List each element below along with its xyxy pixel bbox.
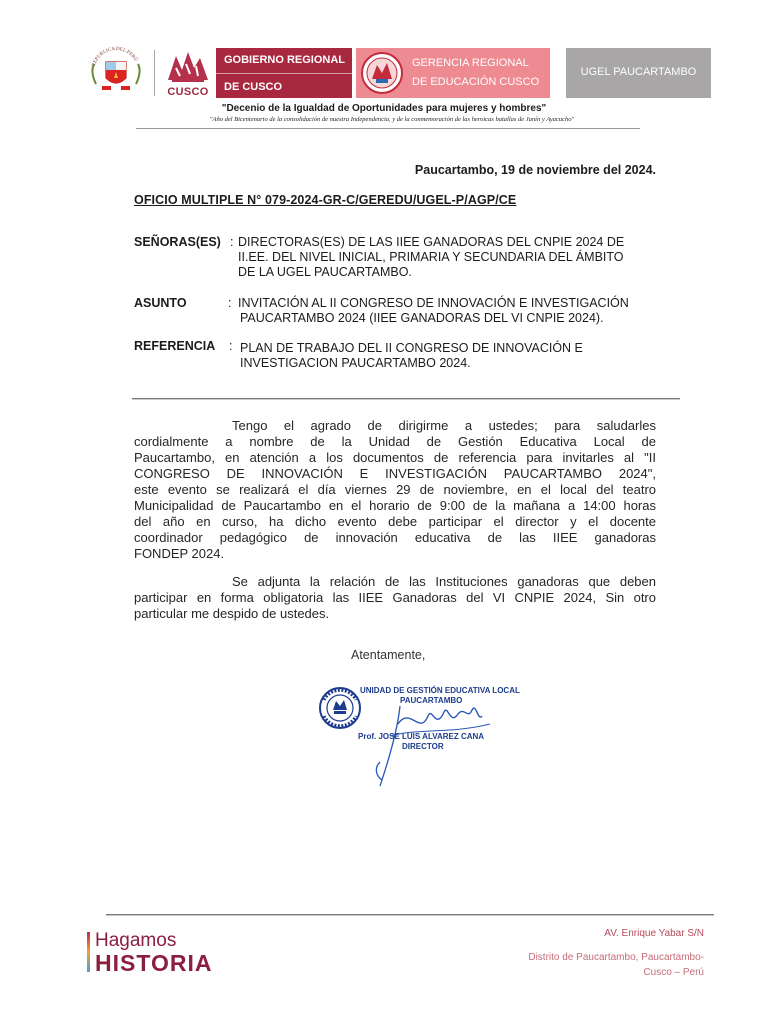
header-divider: [154, 50, 155, 96]
stamp-line-1: UNIDAD DE GESTIÓN EDUCATIVA LOCAL: [360, 686, 520, 695]
paragraph-line: Se adjunta la relación de las Instituciones ganadoras que deben: [232, 574, 656, 589]
gobierno-line2: DE CUSCO: [224, 81, 283, 93]
referencia-value: [240, 341, 583, 371]
closing-text: Atentamente,: [351, 648, 426, 662]
paragraph-line: CONGRESO DE INNOVACIÓN E INVESTIGACIÓN PAUCARTAMBO 2024",: [134, 466, 656, 481]
paragraph-line: participar en forma obligatoria las IIEE Ganadoras del VI CNPIE 2024, Sin otro: [134, 590, 656, 605]
gerencia-regional-banner: [356, 48, 550, 98]
director-signature: [340, 676, 500, 796]
letter-date: Paucartambo, 19 de noviembre del 2024.: [414, 163, 656, 177]
paragraph-line: Tengo el agrado de dirigirme a ustedes; para saludarles: [232, 418, 656, 433]
senoras-line: DE LA UGEL PAUCARTAMBO.: [238, 265, 412, 279]
gobierno-line1: GOBIERNO REGIONAL: [224, 54, 346, 66]
footer-rule: [106, 914, 714, 916]
svg-text:REPUBLICA DEL PERÚ: REPUBLICA DEL PERÚ: [91, 46, 139, 68]
peru-coat-of-arms-logo: [86, 42, 146, 100]
paragraph-line: cordialmente a nombre de la Unidad de Gestión Educativa Local de: [134, 434, 656, 449]
section-rule: [132, 398, 680, 400]
gobierno-separator: [216, 73, 352, 74]
referencia-colon: :: [229, 339, 233, 353]
senoras-line: DIRECTORAS(ES) DE LAS IIEE GANADORAS DEL CNPIE 2024 DE: [238, 235, 625, 249]
gerencia-line1: GERENCIA REGIONAL: [412, 57, 529, 69]
paragraph-line: coordinador pedagógico de innovación educativa de las IIEE ganadoras: [134, 530, 656, 545]
address-line-1: AV. Enrique Yabar S/N: [604, 928, 704, 939]
cusco-logo-word: CUSCO: [167, 86, 209, 98]
hagamos-historia-accent-bar: [87, 932, 90, 972]
referencia-label: REFERENCIA: [134, 339, 216, 353]
asunto-value: [238, 296, 629, 326]
gobierno-regional-banner: [216, 48, 352, 98]
stamp-line-2: PAUCARTAMBO: [400, 696, 463, 705]
asunto-label: ASUNTO: [134, 296, 187, 310]
stamp-line-3: Prof. JOSE LUIS ALVAREZ CANA: [358, 732, 485, 741]
paragraph-line: FONDEP 2024.: [134, 546, 225, 561]
oficio-number: OFICIO MULTIPLE N° 079-2024-GR-C/GEREDU/UGEL-P/AGP/CE: [134, 193, 517, 207]
body-paragraph-2: [134, 574, 656, 622]
paragraph-line: particular me despido de ustedes.: [134, 606, 330, 621]
ugel-label: UGEL PAUCARTAMBO: [580, 66, 697, 78]
senoras-colon: :: [230, 235, 234, 249]
asunto-line: PAUCARTAMBO 2024 (IIEE GANADORAS DEL VI CNPIE 2024).: [240, 311, 604, 325]
brand-line-1: Hagamos: [95, 930, 177, 951]
decenio-motto: "Decenio de la Igualdad de Oportunidades para mujeres y hombres": [221, 103, 547, 114]
senoras-label: SEÑORAS(ES): [134, 235, 221, 249]
referencia-line: INVESTIGACION PAUCARTAMBO 2024.: [240, 356, 471, 370]
asunto-line: INVITACIÓN AL II CONGRESO DE INNOVACIÓN E INVESTIGACIÓN: [238, 296, 629, 310]
gerencia-line2: DE EDUCACIÓN CUSCO: [412, 76, 540, 88]
address-line-2: Distrito de Paucartambo, Paucartambo-: [528, 952, 704, 963]
stamp-line-4: DIRECTOR: [402, 742, 444, 751]
paragraph-line: Paucartambo, en atención a los documentos de referencia para invitarles al "II: [134, 450, 656, 465]
header-rule: [136, 128, 640, 129]
gerencia-emblem-icon: [360, 51, 404, 95]
paragraph-line: Municipalidad de Paucartambo en el horario de 9:00 de la mañana a 14:00 horas: [134, 498, 656, 513]
referencia-line: PLAN DE TRABAJO DEL II CONGRESO DE INNOVACIÓN E: [240, 341, 583, 355]
ugel-banner: [566, 48, 711, 98]
address-line-3: Cusco – Perú: [643, 967, 704, 978]
paragraph-line: del año en curso, ha dicho evento debe participar el director y el docente: [134, 514, 656, 529]
senoras-line: II.EE. DEL NIVEL INICIAL, PRIMARIA Y SECUNDARIA DEL ÁMBITO: [238, 250, 624, 264]
brand-line-2: HISTORIA: [95, 950, 213, 976]
year-motto: "Año del Bicentenario de la consolidación de nuestra Independencia, y de la conmemoración de las heroicas batallas de Junín y Ayacucho": [209, 116, 575, 123]
body-paragraph-1: [134, 418, 656, 562]
senoras-value: [238, 235, 624, 280]
asunto-colon: :: [228, 296, 232, 310]
paragraph-line: este evento se realizará el día viernes 29 de noviembre, en el local del teatro: [134, 482, 656, 497]
